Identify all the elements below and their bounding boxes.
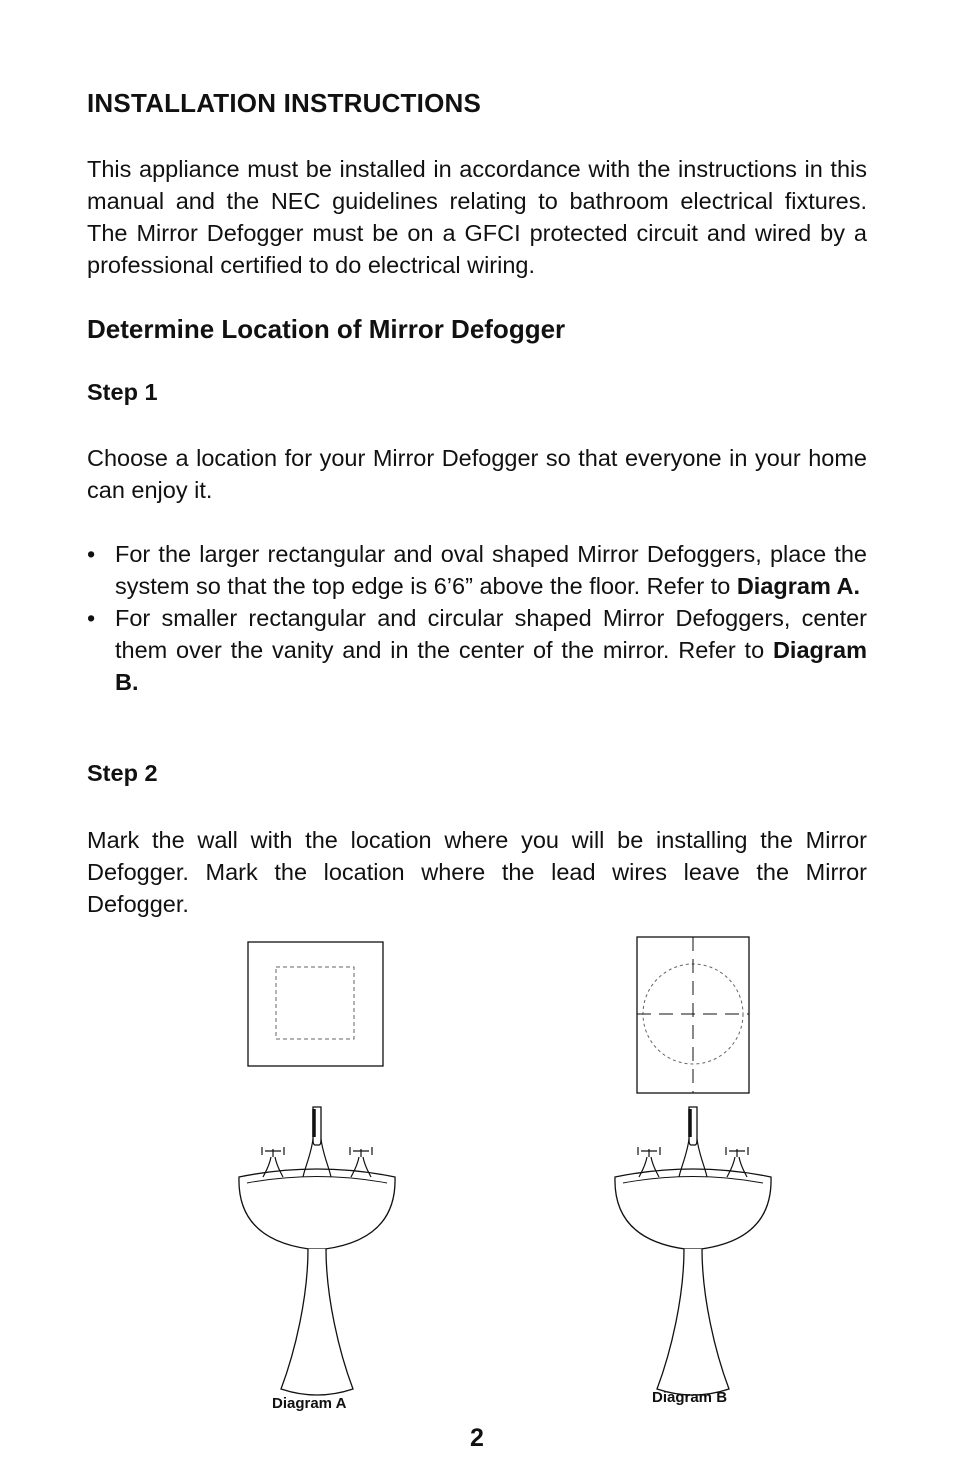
diagram-b [615, 937, 771, 1395]
diagram-b-reference: Diagram B. [115, 637, 867, 695]
bullet-dot: • [87, 541, 96, 567]
sink-a [239, 1107, 395, 1395]
step2-paragraph: Mark the wall with the location where you will be installing the Mirror Defogger. Mark the location where the lead wires leave the Mirror Defogger. [87, 827, 867, 917]
intro-paragraph: This appliance must be installed in accordance with the instructions in this manual and the NEC guidelines relating to bathroom electrical fixtures. The Mirror Defogger must be on a GFCI protected circuit and wired by a professional certified to do electrical wiring. [87, 156, 867, 278]
section-heading: Determine Location of Mirror Defogger [87, 314, 566, 344]
bullet-dot: • [87, 605, 96, 631]
diagram-b-caption: Diagram B [652, 1389, 728, 1406]
step2-heading: Step 2 [87, 760, 158, 786]
page-title: INSTALLATION INSTRUCTIONS [87, 88, 482, 118]
defogger-outline-a [276, 967, 354, 1039]
sink-b [615, 1107, 771, 1395]
diagram-a [239, 942, 395, 1395]
mirror-frame-a [248, 942, 383, 1066]
bullet-text: For smaller rectangular and circular shaped Mirror Defoggers, center them over the vanity and in the center of the mirror. Refer to [115, 605, 867, 663]
step1-heading: Step 1 [87, 379, 158, 405]
page-number: 2 [470, 1424, 484, 1452]
diagram-a-caption: Diagram A [272, 1395, 347, 1412]
diagram-a-reference: Diagram A. [736, 573, 861, 599]
bullet-text: For the larger rectangular and oval shaped Mirror Defoggers, place the system so that the top edge is 6’6” above the floor. Refer to [115, 541, 867, 599]
step1-paragraph: Choose a location for your Mirror Defogger so that everyone in your home can enjoy it. [87, 445, 867, 503]
